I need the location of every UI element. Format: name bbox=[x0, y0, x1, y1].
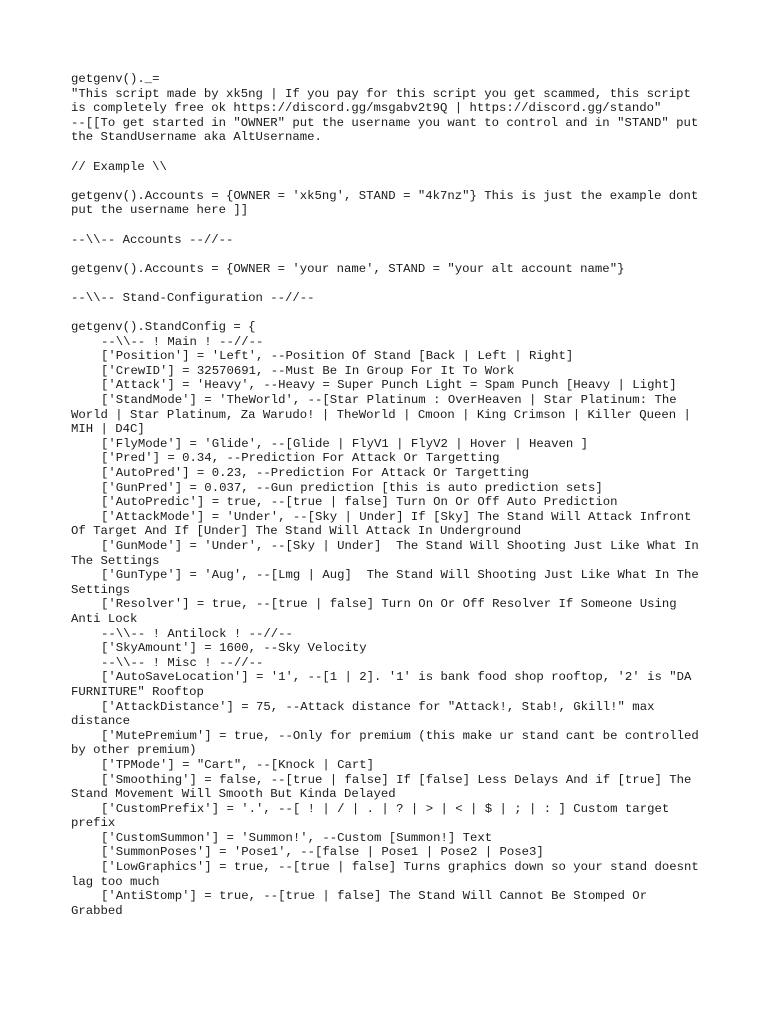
code-line: getgenv().Accounts = {OWNER = 'xk5ng', STAND = "4k7nz"} This is just the example dont put the username here ]] bbox=[71, 188, 706, 218]
code-line: ['Pred'] = 0.34, --Prediction For Attack Or Targetting bbox=[101, 451, 500, 466]
code-line: ['SkyAmount'] = 1600, --Sky Velocity bbox=[101, 641, 367, 656]
script-document bbox=[71, 72, 707, 918]
code-line: --\\-- ! Antilock ! --//-- bbox=[101, 626, 293, 641]
code-line: --\\-- Stand-Configuration --//-- bbox=[71, 290, 315, 305]
code-line: --\\-- ! Main ! --//-- bbox=[101, 334, 264, 349]
code-line: ['CrewID'] = 32570691, --Must Be In Group For It To Work bbox=[101, 363, 515, 378]
code-line: --\\-- Accounts --//-- bbox=[71, 232, 234, 247]
code-line: ['AttackDistance'] = 75, --Attack distance for "Attack!, Stab!, Gkill!" max distance bbox=[71, 699, 662, 729]
code-line: ['CustomPrefix'] = '.', --[ ! | / | . | ? | > | < | $ | ; | : ] Custom target prefix bbox=[71, 801, 677, 831]
code-line: "This script made by xk5ng | If you pay for this script you get scammed, this script is completely free ok https://discord.gg/msgabv2t9Q | https://discord.gg/stando" bbox=[71, 86, 699, 116]
blank-line bbox=[71, 276, 699, 291]
code-line: ['GunMode'] = 'Under', --[Sky | Under] The Stand Will Shooting Just Like What In The Settings bbox=[71, 539, 707, 568]
code-line: ['LowGraphics'] = true, --[true | false] Turns graphics down so your stand doesnt lag too much bbox=[71, 860, 707, 889]
code-line: ['FlyMode'] = 'Glide', --[Glide | FlyV1 | FlyV2 | Hover | Heaven ] bbox=[101, 436, 589, 451]
code-line: ['Resolver'] = true, --[true | false] Turn On Or Off Resolver If Someone Using Anti Lock bbox=[71, 597, 684, 626]
code-line: ['AntiStomp'] = true, --[true | false] The Stand Will Cannot Be Stomped Or Grabbed bbox=[71, 889, 655, 918]
code-line: ['Attack'] = 'Heavy', --Heavy = Super Punch Light = Spam Punch [Heavy | Light] bbox=[101, 378, 677, 393]
code-line: --[[To get started in "OWNER" put the username you want to control and in "STAND" put the StandUsername aka AltUsername. bbox=[71, 115, 706, 145]
code-line: ['GunType'] = 'Aug', --[Lmg | Aug] The Stand Will Shooting Just Like What In The Settings bbox=[71, 568, 707, 597]
code-line: ['Position'] = 'Left', --Position Of Stand [Back | Left | Right] bbox=[101, 349, 574, 364]
code-line: ['AutoPred'] = 0.23, --Prediction For Attack Or Targetting bbox=[101, 466, 530, 481]
code-line: getgenv().StandConfig = { bbox=[71, 320, 256, 335]
code-line: ['AutoSaveLocation'] = '1', --[1 | 2]. '1' is bank food shop rooftop, '2' is "DA FURNITURE" Rooftop bbox=[71, 670, 699, 699]
blank-line bbox=[71, 145, 699, 160]
code-line: // Example \\ bbox=[71, 159, 167, 174]
blank-line bbox=[71, 218, 699, 233]
code-line: ['TPMode'] = "Cart", --[Knock | Cart] bbox=[101, 757, 375, 772]
blank-line bbox=[71, 247, 699, 262]
code-line: ['StandMode'] = 'TheWorld', --[Star Platinum : OverHeaven | Star Platinum: The World | Star Platinum, Za Warudo! | TheWorld | Cmoon | King Crimson | Killer Queen | MIH | D4C] bbox=[71, 393, 699, 437]
code-line: ['AttackMode'] = 'Under', --[Sky | Under] If [Sky] The Stand Will Attack Infront Of Target And If [Under] The Stand Will Attack In Underground bbox=[71, 509, 699, 539]
code-line: ['MutePremium'] = true, --Only for premium (this make ur stand cant be controlled by other premium) bbox=[71, 728, 707, 758]
code-line: ['SummonPoses'] = 'Pose1', --[false | Pose1 | Pose2 | Pose3] bbox=[101, 845, 544, 860]
blank-line bbox=[71, 306, 699, 321]
code-line: ['CustomSummon'] = 'Summon!', --Custom [Summon!] Text bbox=[101, 830, 493, 845]
code-line: ['AutoPredic'] = true, --[true | false] Turn On Or Off Auto Prediction bbox=[101, 495, 618, 510]
code-line: ['Smoothing'] = false, --[true | false] If [false] Less Delays And if [true] The Stand Movement Will Smooth But Kinda Delayed bbox=[71, 772, 699, 802]
code-line: getgenv().Accounts = {OWNER = 'your name', STAND = "your alt account name"} bbox=[71, 261, 625, 276]
code-line: ['GunPred'] = 0.037, --Gun prediction [this is auto prediction sets] bbox=[101, 480, 603, 495]
code-line: getgenv()._= bbox=[71, 72, 160, 86]
code-line: --\\-- ! Misc ! --//-- bbox=[101, 655, 264, 670]
blank-line bbox=[71, 174, 699, 189]
